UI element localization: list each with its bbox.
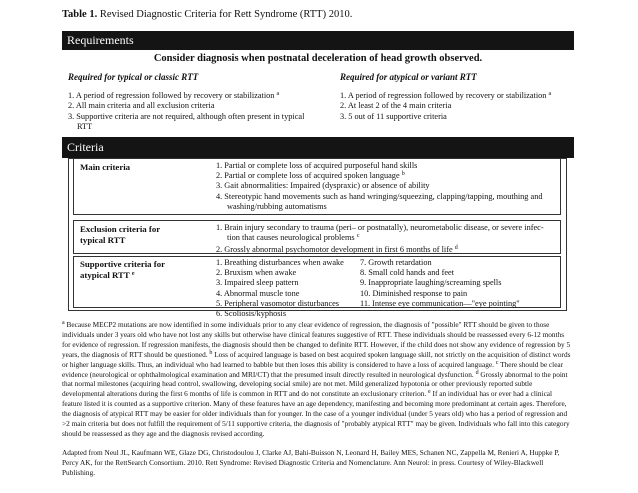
list-item: 2. At least 2 of the 4 main criteria (340, 101, 452, 111)
main-criteria-label: Main criteria (80, 162, 131, 172)
list-item: 4. Abnormal muscle tone (216, 288, 300, 298)
table-title-text: Revised Diagnostic Criteria for Rett Syndrome (RTT) 2010. (97, 9, 353, 20)
footnote-text: $^a$ Because MECP2 mutations are now identified in some individuals prior to any clear evidence of regression, the diagnosis of "possible" RTT should be given to those individuals under 3 years old who have not lost any skills but otherwise have clinical features suggestive of RTT. These individuals should be reassessed every 6-12 months for evidence of regression. If regression manifests, the diagnosis should then be changed to definite RTT. However, if the child does not show any evidence of regression by 5 years, the diagnosis of RTT should be questioned. $^b$ Loss of acquired language is based on best acquired spoken language skill, not strictly on the acquisition of distinct words or higher language skills. Thus, an individual who had learned to babble but then loses this ability is considered to have a loss of acquired language. $^c$ There should be clear evidence (neurological or ophthalmological examination and MRI/CT) that the presumed insult directly resulted in neurological dysfunction. $^d$ Grossly abnormal to the point that normal milestones (acquiring head control, swallowing, developing social smile) are not met. Mild generalized hypotonia or other previously reported subtle developmental alterations during the first 6 months of life is common in RTT and do not constitute an exclusionary criterion. $^e$ If an individual has or ever had a clinical feature listed it is counted as a supportive criterion. Many of these features have an age dependency, manifesting and becoming more predominant at certain ages. Therefore, the diagnosis of atypical RTT may be easier for older individuals than for younger. In the case of a younger individual (under 5 years old) who has a period of regression and >2 main criteria but does not fulfill the requirement of 5/11 supportive criteria, the diagnosis of "probably atypical RTT" may be given. Individuals who fall into this category should be reassessed as they age and the diagnosis revised according. (62, 320, 571, 438)
list-item: 11. Intense eye communication—"eye pointing" (360, 298, 520, 308)
table-title (62, 9, 352, 20)
list-item: 1. A period of regression followed by recovery or stabilization $^a$ (340, 91, 552, 100)
requirements-bar: Requirements (62, 31, 574, 50)
requirements-headline: Consider diagnosis when postnatal deceleration of head growth observed. (153, 53, 483, 64)
atypical-heading: Required for atypical or variant RTT (340, 72, 477, 82)
list-item: 3. 5 out of 11 supportive criteria (340, 111, 447, 121)
list-item: 1. Breathing disturbances when awake (216, 258, 344, 267)
list-item: 3. Gait abnormalities: Impaired (dyspraxic) or absence of ability (216, 181, 430, 191)
list-item: washing/rubbing automatisms (227, 201, 327, 211)
list-item: 1. Brain injury secondary to trauma (peri– or postnatally), neurometabolic disease, or severe infec- (216, 223, 544, 232)
list-item: 7. Growth retardation (360, 258, 432, 267)
supportive-criteria-list-right (360, 258, 560, 309)
list-item: 9. Inappropriate laughing/screaming spells (360, 278, 502, 288)
exclusion-criteria-list (216, 223, 561, 256)
supportive-criteria-list-left (216, 258, 356, 319)
table-number: Table 1. (62, 9, 98, 20)
exclusion-criteria-label: Exclusion criteria for typical RTT (80, 224, 161, 245)
list-item: 1. A period of regression followed by recovery or stabilization $^a$ (68, 91, 280, 100)
list-item: 2. Bruxism when awake (216, 268, 297, 278)
list-item: 8. Small cold hands and feet (360, 268, 455, 278)
atypical-list (340, 91, 572, 122)
list-item: 3. Supportive criteria are not required, although often present in typical (68, 111, 305, 121)
criteria-bar: Criteria (62, 137, 574, 158)
list-item: 2. Grossly abnormal psychomotor development in first 6 months of life $^d$ (216, 245, 458, 255)
list-item: 5. Peripheral vasomotor disturbances (216, 298, 340, 308)
typical-heading: Required for typical or classic RTT (68, 72, 199, 82)
list-item: 6. Scoliosis/kyphosis (216, 309, 287, 319)
list-item: 10. Diminished response to pain (360, 288, 468, 298)
list-item: 4. Stereotypic hand movements such as hand wringing/squeezing, clapping/tapping, mouthing and (216, 191, 543, 201)
footnotes (62, 320, 572, 439)
list-item: 3. Impaired sleep pattern (216, 278, 299, 288)
list-item: 1. Partial or complete loss of acquired purposeful hand skills (216, 161, 418, 170)
supportive-criteria-label: Supportive criteria for atypical RTT $^e$ (80, 259, 166, 280)
list-item: 2. All main criteria and all exclusion criteria (68, 101, 215, 111)
list-item: tion that causes neurological problems $^c$ (227, 233, 360, 243)
list-item: 2. Partial or complete loss of acquired spoken language $^b$ (216, 171, 405, 181)
typical-list (68, 91, 318, 132)
source-citation: Adapted from Neul JL, Kaufmann WE, Glaze DG, Christodoulou J, Clarke AJ, Bahi-Buisson N, Leonard H, Bailey MES, Schanen NC, Zappella M, Renieri A, Huppke P, Percy AK, for the RettSearch Consortium. 2010. Rett Syndrome: Revised Diagnostic Criteria and Nomenclature. Ann Neurol: in press. Courtesy of Wiley-Blackwell Publishing. (62, 448, 560, 477)
main-criteria-list (216, 161, 561, 212)
list-item: RTT (77, 121, 93, 131)
